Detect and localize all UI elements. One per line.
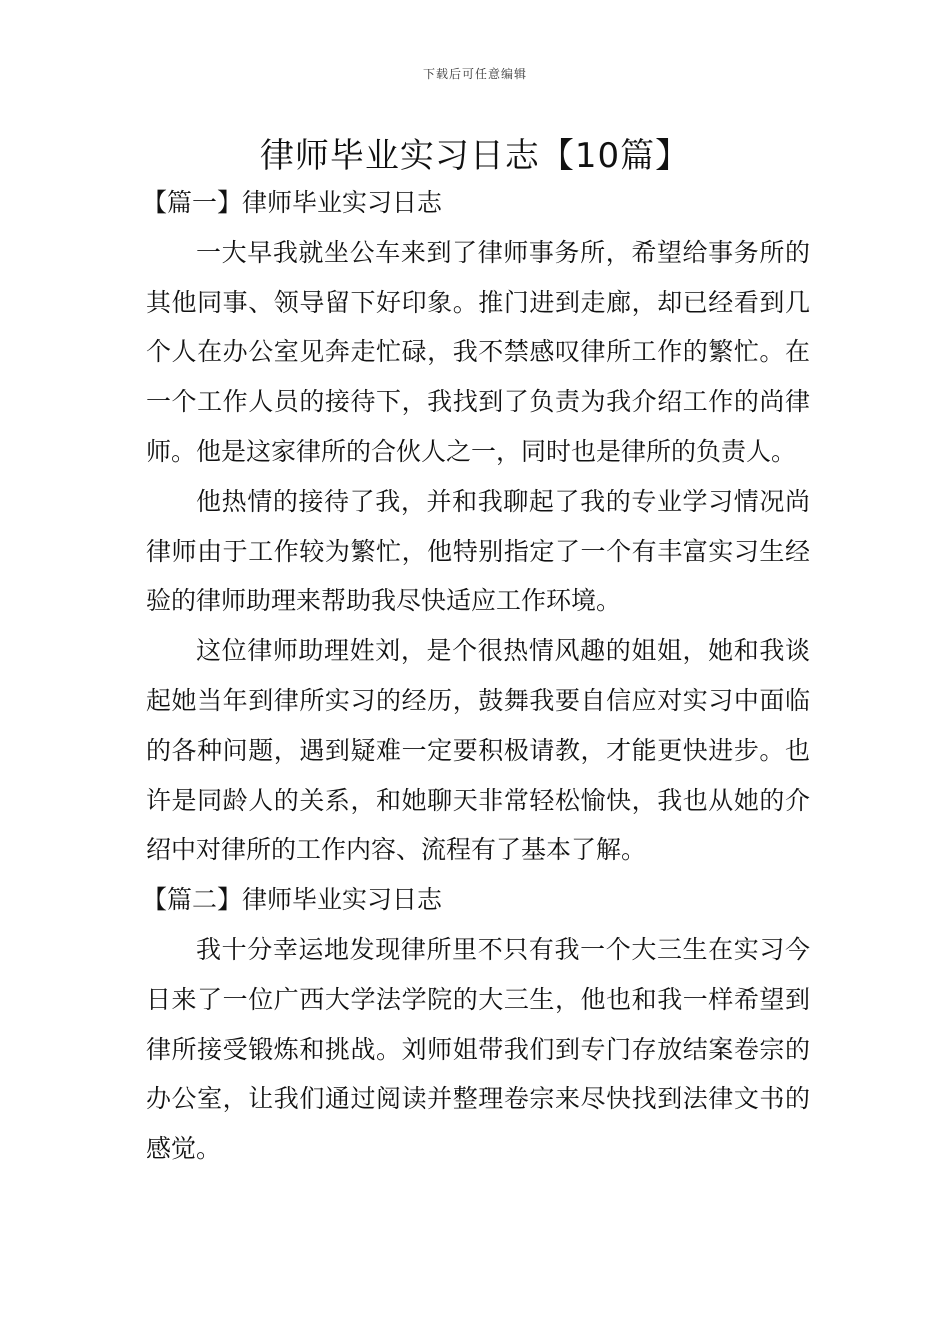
section-heading: 【篇二】律师毕业实习日志	[142, 885, 443, 915]
header-note: 下载后可任意编辑	[422, 67, 527, 81]
paragraph: 他热情的接待了我，并和我聊起了我的专业学习情况尚律师由于工作较为繁忙，他特别指定了一个有丰富实习生经验的律师助理来帮助我尽快适应工作环境。	[146, 486, 810, 616]
document-title: 律师毕业实习日志【10篇】	[259, 136, 691, 176]
paragraph: 我十分幸运地发现律所里不只有我一个大三生在实习今日来了一位广西大学法学院的大三生，他也和我一样希望到律所接受锻炼和挑战。刘师姐带我们到专门存放结案卷宗的办公室，让我们通过阅读并整理卷宗来尽快找到法律文书的感觉。	[146, 934, 810, 1164]
section-2	[142, 875, 810, 1174]
paragraph: 这位律师助理姓刘，是个很热情风趣的姐姐，她和我谈起她当年到律所实习的经历，鼓舞我要自信应对实习中面临的各种问题，遇到疑难一定要积极请教，才能更快进步。也许是同龄人的关系，和她聊天非常轻松愉快，我也从她的介绍中对律所的工作内容、流程有了基本了解。	[146, 636, 810, 865]
section-heading: 【篇一】律师毕业实习日志	[142, 188, 443, 217]
paragraph: 一大早我就坐公车来到了律师事务所，希望给事务所的其他同事、领导留下好印象。推门进到走廊，却已经看到几个人在办公室见奔走忙碌，我不禁感叹律所工作的繁忙。在一个工作人员的接待下，我找到了负责为我介绍工作的尚律师。他是这家律所的合伙人之一，同时也是律所的负责人。	[146, 237, 810, 466]
section-1	[142, 178, 810, 875]
document-body	[142, 178, 810, 1174]
